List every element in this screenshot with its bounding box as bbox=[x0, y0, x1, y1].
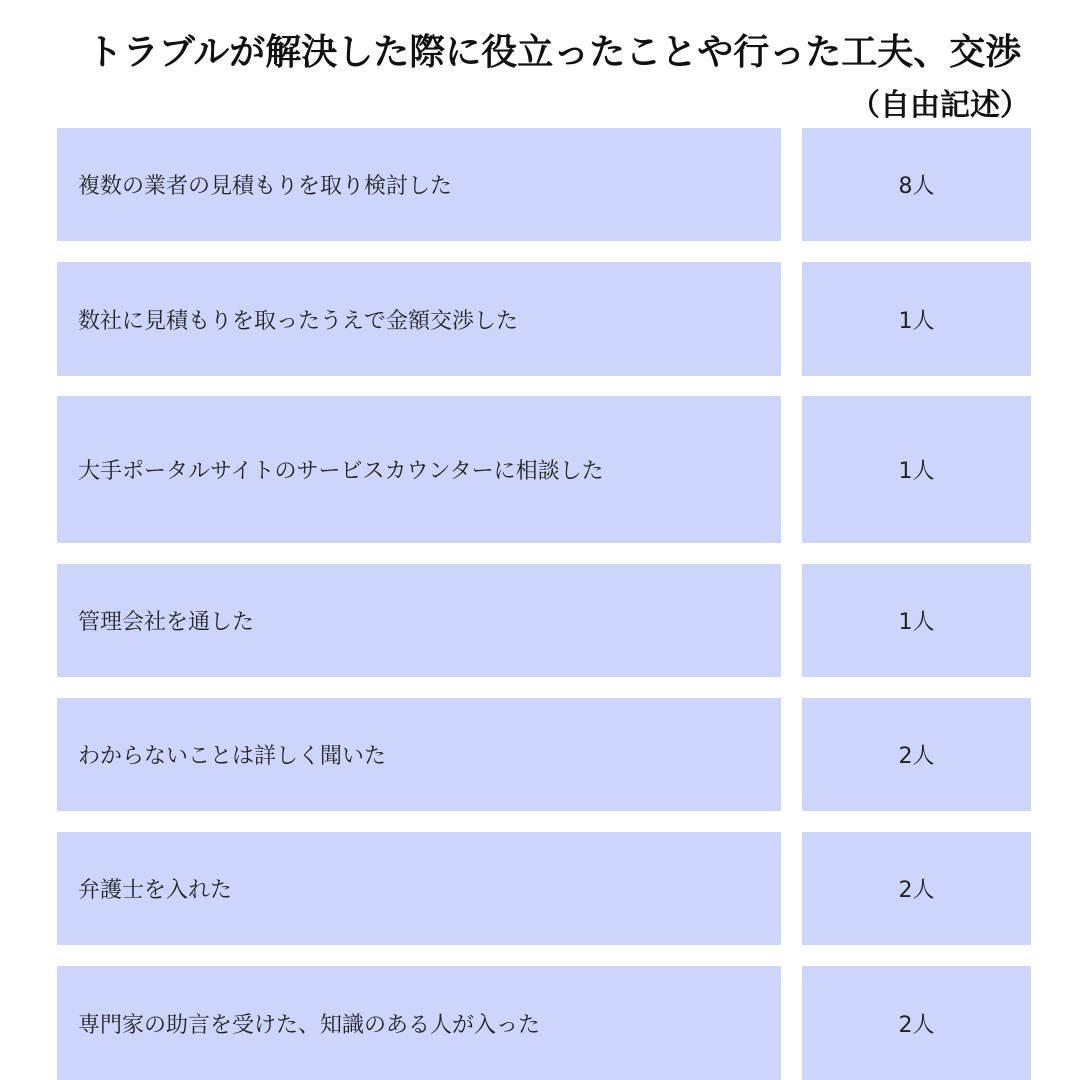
count-text: 2人 bbox=[898, 1012, 935, 1038]
count-cell bbox=[802, 396, 1031, 543]
count-text: 2人 bbox=[898, 744, 935, 769]
answer-cell bbox=[57, 128, 781, 241]
count-text: 1人 bbox=[898, 308, 935, 334]
table-row bbox=[57, 564, 1031, 677]
count-cell bbox=[802, 262, 1031, 376]
count-cell bbox=[802, 128, 1031, 241]
count-cell bbox=[802, 832, 1031, 945]
count-text: 8人 bbox=[898, 174, 935, 199]
answer-cell bbox=[57, 966, 781, 1080]
table-row bbox=[57, 832, 1031, 945]
answer-text: 専門家の助言を受けた、知識のある人が入った bbox=[78, 1012, 541, 1038]
table-row bbox=[57, 128, 1031, 241]
answer-text: 複数の業者の見積もりを取り検討した bbox=[78, 174, 453, 199]
page-subtitle: （自由記述） bbox=[850, 88, 1030, 123]
answer-cell bbox=[57, 698, 781, 811]
count-cell bbox=[802, 966, 1031, 1080]
answer-text: 弁護士を入れた bbox=[78, 878, 233, 903]
answer-text: わからないことは詳しく聞いた bbox=[78, 744, 387, 769]
answer-cell bbox=[57, 564, 781, 677]
page-title: トラブルが解決した際に役立ったことや行った工夫、交渉 bbox=[86, 32, 1022, 73]
table-row bbox=[57, 966, 1031, 1080]
table-row bbox=[57, 262, 1031, 376]
count-text: 1人 bbox=[898, 459, 935, 484]
count-cell bbox=[802, 564, 1031, 677]
table-row bbox=[57, 396, 1031, 543]
answer-text: 数社に見積もりを取ったうえで金額交渉した bbox=[78, 308, 519, 334]
answer-text: 大手ポータルサイトのサービスカウンターに相談した bbox=[78, 459, 604, 484]
count-cell bbox=[802, 698, 1031, 811]
count-text: 2人 bbox=[898, 878, 935, 903]
answer-cell bbox=[57, 832, 781, 945]
table-row bbox=[57, 698, 1031, 811]
answer-cell bbox=[57, 262, 781, 376]
answer-cell bbox=[57, 396, 781, 543]
answer-text: 管理会社を通した bbox=[78, 610, 255, 635]
count-text: 1人 bbox=[898, 610, 935, 635]
